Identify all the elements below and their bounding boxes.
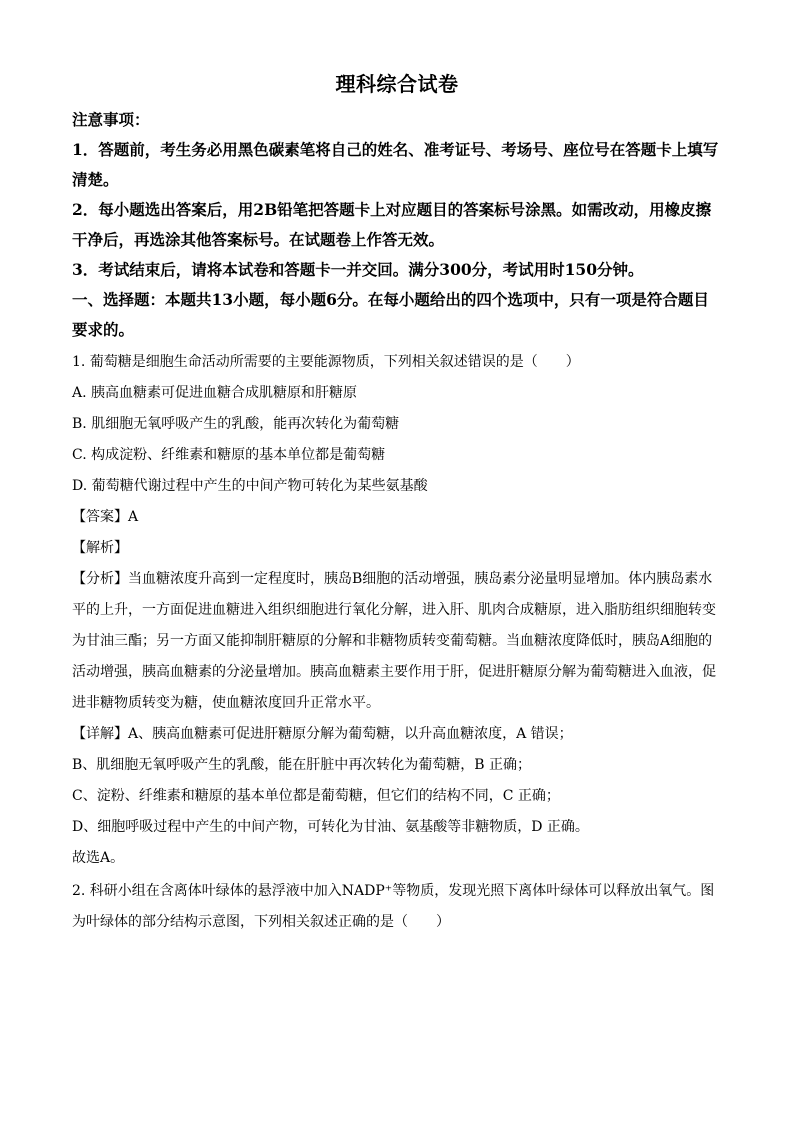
xiangjie-text: A、胰高血糖素可促进肝糖原分解为葡萄糖，以升高血糖浓度，A 错误；	[128, 726, 573, 742]
notice-item: 2．每小题选出答案后，用2B铅笔把答题卡上对应题目的答案标号涂黑。如需改动，用橡皮擦干净后，再选涂其他答案标号。在试题卷上作答无效。	[72, 200, 712, 249]
fenxi-text: 当血糖浓度升高到一定程度时，胰岛B细胞的活动增强，胰岛素分泌量明显增加。体内胰岛素水平的上升，一方面促进血糖进入组织细胞进行氧化分解，进入肝、肌肉合成糖原，进入脂肪组织细胞转变为甘油三酯；另一方面又能抑制肝糖原的分解和非糖物质转变葡萄糖。当血糖浓度降低时，胰岛A细胞的活动增强，胰高血糖素的分泌量增加。胰高血糖素主要作用于肝，促进肝糖原分解为葡萄糖进入血液，促进非糖物质转变为糖，使血糖浓度回升正常水平。	[72, 571, 716, 711]
option-c: C. 构成淀粉、纤维素和糖原的基本单位都是葡萄糖	[72, 447, 386, 463]
question-2	[72, 876, 722, 938]
question-1	[72, 347, 722, 378]
conclusion: 故选A。	[72, 850, 125, 866]
answer-block	[72, 502, 722, 564]
question-stem: 2. 科研小组在含离体叶绿体的悬浮液中加入NADP⁺等物质，发现光照下离体叶绿体可以释放出氧气。图为叶绿体的部分结构示意图，下列相关叙述正确的是（ ）	[72, 883, 715, 930]
notice-item: 3．考试结束后，请将本试卷和答题卡一并交回。满分300分，考试用时150分钟。	[72, 260, 644, 279]
question-1-options	[72, 378, 722, 502]
xiangjie-line	[72, 719, 722, 750]
page-title: 理科综合试卷	[335, 72, 459, 96]
analysis-label: 【解析】	[72, 540, 128, 556]
option-a: A. 胰高血糖素可促进血糖合成肌糖原和肝糖原	[72, 385, 358, 401]
answer-label: 【答案】	[72, 509, 128, 525]
xiangjie-line: B、肌细胞无氧呼吸产生的乳酸，能在肝脏中再次转化为葡萄糖，B 正确；	[72, 757, 532, 773]
notice-item: 1．答题前，考生务必用黑色碳素笔将自己的姓名、准考证号、考场号、座位号在答题卡上填写清楚。	[72, 140, 719, 189]
fenxi-label: 【分析】	[72, 571, 128, 587]
fenxi-paragraph	[72, 564, 722, 719]
xiangjie-line: D、细胞呼吸过程中产生的中间产物，可转化为甘油、氨基酸等非糖物质，D 正确。	[72, 819, 589, 835]
notice-heading: 注意事项：	[72, 110, 150, 129]
option-b: B. 肌细胞无氧呼吸产生的乳酸，能再次转化为葡萄糖	[72, 416, 400, 432]
option-d: D. 葡萄糖代谢过程中产生的中间产物可转化为某些氨基酸	[72, 478, 428, 494]
analysis-block	[72, 564, 722, 874]
xiangjie-label: 【详解】	[72, 726, 128, 742]
xiangjie-line: C、淀粉、纤维素和糖原的基本单位都是葡萄糖，但它们的结构不同，C 正确；	[72, 788, 560, 804]
answer-line	[72, 502, 722, 533]
section-heading: 一、选择题：本题共13小题，每小题6分。在每小题给出的四个选项中，只有一项是符合题目要求的。	[72, 290, 709, 339]
answer-value: A	[128, 509, 139, 525]
question-stem: 1. 葡萄糖是细胞生命活动所需要的主要能源物质，下列相关叙述错误的是（ ）	[72, 354, 580, 370]
notice-block	[72, 105, 722, 285]
page-content	[72, 105, 722, 938]
